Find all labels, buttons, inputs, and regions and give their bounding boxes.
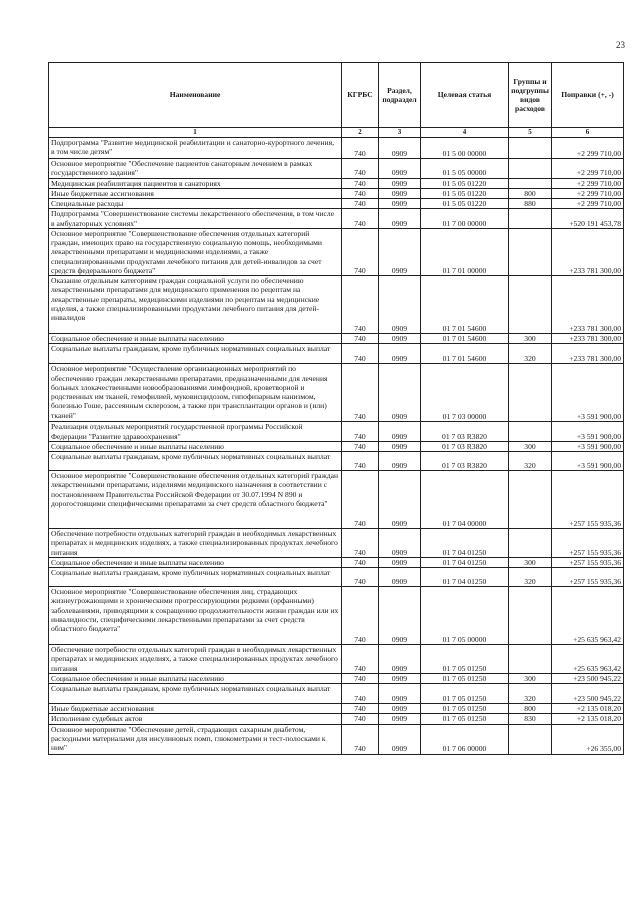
row-section: 0909 (379, 422, 421, 442)
row-expense-group: 320 (509, 684, 552, 704)
row-section: 0909 (379, 178, 421, 188)
row-target-article: 01 7 01 54600 (421, 276, 509, 334)
row-expense-group (509, 471, 552, 529)
table-row (49, 276, 624, 334)
row-name: Реализация отдельных мероприятий государственной программы Российской Федерации "Развитие здравоохранения" (49, 422, 342, 442)
table-row (49, 228, 624, 275)
table-row (49, 422, 624, 442)
row-name: Специальные расходы (49, 199, 342, 209)
row-section: 0909 (379, 188, 421, 198)
table-row (49, 441, 624, 451)
row-amendment-amount: +2 135 018,20 (552, 704, 624, 714)
row-amendment-amount: +2 135 018,20 (552, 714, 624, 724)
row-expense-group (509, 159, 552, 179)
row-name: Основное мероприятие "Совершенствование обеспечения отдельных категорий граждан лекарственными препаратами, изделиями медицинского назначения в соответствии с постановлением Правительства Российской Федерации от 30.07.1994 N 890 и дорогостоящими специфическими препаратами за счет средств областного бюджета" (49, 471, 342, 529)
row-name: Обеспечение потребности отдельных категорий граждан в необходимых лекарственных препаратах и медицинских изделиях, а также специализированных продуктах лечебного питания (49, 529, 342, 558)
row-expense-group: 300 (509, 334, 552, 344)
header-amendments: Поправки (+, -) (552, 63, 624, 128)
row-expense-group (509, 645, 552, 674)
header-kgrbs: КГРБС (342, 63, 379, 128)
row-amendment-amount: +520 191 453,78 (552, 209, 624, 229)
table-row (49, 159, 624, 179)
column-number: 1 (49, 128, 342, 138)
row-expense-group (509, 228, 552, 275)
row-section: 0909 (379, 557, 421, 567)
row-expense-group: 880 (509, 199, 552, 209)
row-target-article: 01 7 05 01250 (421, 714, 509, 724)
table-row (49, 209, 624, 229)
row-target-article: 01 7 03 00000 (421, 364, 509, 422)
row-section: 0909 (379, 138, 421, 159)
row-kgrbs: 740 (342, 276, 379, 334)
table-row (49, 724, 624, 754)
row-target-article: 01 7 03 R3820 (421, 452, 509, 471)
row-expense-group (509, 276, 552, 334)
row-kgrbs: 740 (342, 452, 379, 471)
row-amendment-amount: +3 591 900,00 (552, 441, 624, 451)
column-number-row (49, 128, 624, 138)
budget-amendments-table (48, 62, 624, 755)
row-amendment-amount: +2 299 710,00 (552, 199, 624, 209)
row-target-article: 01 7 03 R3820 (421, 422, 509, 442)
row-name: Медицинская реабилитация пациентов в санаториях (49, 178, 342, 188)
row-amendment-amount: +257 155 935,36 (552, 529, 624, 558)
table-row (49, 529, 624, 558)
row-kgrbs: 740 (342, 199, 379, 209)
row-amendment-amount: +2 299 710,00 (552, 188, 624, 198)
row-kgrbs: 740 (342, 529, 379, 558)
row-name: Основное мероприятие "Совершенствование обеспечения отдельных категорий граждан, имеющих право на государственную социальную помощь, необходимыми лекарственными препаратами и медицинскими изделиями, а также специализированными продуктами лечебного питания для детей-инвалидов за счет средств федерального бюджета" (49, 228, 342, 275)
row-amendment-amount: +3 591 900,00 (552, 422, 624, 442)
row-amendment-amount: +2 299 710,00 (552, 178, 624, 188)
row-kgrbs: 740 (342, 724, 379, 754)
row-expense-group (509, 364, 552, 422)
row-name: Социальное обеспечение и иные выплаты населению (49, 673, 342, 683)
column-number: 2 (342, 128, 379, 138)
row-name: Социальные выплаты гражданам, кроме публичных нормативных социальных выплат (49, 568, 342, 587)
header-name: Наименование (49, 63, 342, 128)
row-name: Социальное обеспечение и иные выплаты населению (49, 334, 342, 344)
row-amendment-amount: +233 781 300,00 (552, 344, 624, 364)
row-target-article: 01 7 06 00000 (421, 724, 509, 754)
row-section: 0909 (379, 587, 421, 645)
row-expense-group (509, 178, 552, 188)
table-row (49, 645, 624, 674)
row-target-article: 01 5 05 00000 (421, 159, 509, 179)
row-kgrbs: 740 (342, 645, 379, 674)
table-row (49, 188, 624, 198)
row-target-article: 01 7 01 00000 (421, 228, 509, 275)
table-row (49, 178, 624, 188)
row-kgrbs: 740 (342, 334, 379, 344)
row-target-article: 01 7 00 00000 (421, 209, 509, 229)
row-amendment-amount: +233 781 300,00 (552, 228, 624, 275)
row-target-article: 01 7 05 01250 (421, 645, 509, 674)
row-target-article: 01 7 04 00000 (421, 471, 509, 529)
table-row (49, 138, 624, 159)
row-amendment-amount: +233 781 300,00 (552, 276, 624, 334)
row-amendment-amount: +257 155 935,36 (552, 568, 624, 587)
page-number: 23 (616, 40, 625, 50)
row-name: Исполнение судебных актов (49, 714, 342, 724)
table-row (49, 334, 624, 344)
row-kgrbs: 740 (342, 178, 379, 188)
row-kgrbs: 740 (342, 568, 379, 587)
row-section: 0909 (379, 364, 421, 422)
table-row (49, 684, 624, 704)
table-row (49, 452, 624, 471)
row-kgrbs: 740 (342, 344, 379, 364)
row-name: Социальные выплаты гражданам, кроме публичных нормативных социальных выплат (49, 344, 342, 364)
row-amendment-amount: +25 635 963,42 (552, 587, 624, 645)
row-name: Оказание отдельным категориям граждан социальной услуги по обеспечению лекарственными препаратами для медицинского применения по рецептам на лекарственные препараты, медицинскими изделиями по рецептам на медицинские изделия, а также специализированными продуктами лечебного питания для детей-инвалидов (49, 276, 342, 334)
row-kgrbs: 740 (342, 704, 379, 714)
row-amendment-amount: +2 299 710,00 (552, 138, 624, 159)
row-kgrbs: 740 (342, 441, 379, 451)
row-amendment-amount: +2 299 710,00 (552, 159, 624, 179)
row-target-article: 01 7 05 01250 (421, 704, 509, 714)
row-section: 0909 (379, 199, 421, 209)
row-kgrbs: 740 (342, 587, 379, 645)
row-section: 0909 (379, 568, 421, 587)
row-name: Основное мероприятие "Осуществление организационных мероприятий по обеспечению граждан лекарственными препаратами, предназначенными для лечения больных злокачественными новообразованиями лимфоидной, кроветворной и родственных им тканей, гемофилией, муковисцидозом, гипофизарным нанизмом, болезнью Гоше, рассеянным склерозом, а также при трансплантации органов и (или) тканей" (49, 364, 342, 422)
row-target-article: 01 7 01 54600 (421, 344, 509, 364)
row-name: Основное мероприятие "Обеспечение пациентов санаторным лечением в рамках государственного задания" (49, 159, 342, 179)
table-row (49, 568, 624, 587)
row-kgrbs: 740 (342, 138, 379, 159)
row-target-article: 01 7 05 01250 (421, 673, 509, 683)
column-number: 3 (379, 128, 421, 138)
row-name: Социальные выплаты гражданам, кроме публичных нормативных социальных выплат (49, 452, 342, 471)
row-amendment-amount: +257 155 935,36 (552, 471, 624, 529)
row-section: 0909 (379, 529, 421, 558)
row-expense-group: 320 (509, 452, 552, 471)
row-target-article: 01 5 05 01220 (421, 188, 509, 198)
row-section: 0909 (379, 645, 421, 674)
row-expense-group: 800 (509, 188, 552, 198)
row-target-article: 01 7 04 01250 (421, 529, 509, 558)
row-expense-group (509, 209, 552, 229)
row-name: Подпрограмма "Совершенствование системы лекарственного обеспечения, в том числе в амбулаторных условиях" (49, 209, 342, 229)
row-section: 0909 (379, 159, 421, 179)
row-target-article: 01 7 01 54600 (421, 334, 509, 344)
table-row (49, 587, 624, 645)
row-name: Основное мероприятие "Совершенствование обеспечения лиц, страдающих жизнеугрожающими и хроническими прогрессирующими редкими (орфанными) заболеваниями, приводящими к сокращению продолжительности жизни граждан или их инвалидности, специфическими лекарственными препаратами за счет средств областного бюджета" (49, 587, 342, 645)
row-kgrbs: 740 (342, 422, 379, 442)
row-amendment-amount: +3 591 900,00 (552, 364, 624, 422)
row-section: 0909 (379, 228, 421, 275)
row-name: Социальное обеспечение и иные выплаты населению (49, 441, 342, 451)
row-section: 0909 (379, 344, 421, 364)
row-expense-group: 320 (509, 568, 552, 587)
row-kgrbs: 740 (342, 188, 379, 198)
row-target-article: 01 7 05 01250 (421, 684, 509, 704)
table-row (49, 471, 624, 529)
table-row (49, 714, 624, 724)
column-number: 5 (509, 128, 552, 138)
row-kgrbs: 740 (342, 684, 379, 704)
row-section: 0909 (379, 276, 421, 334)
row-expense-group: 300 (509, 441, 552, 451)
row-amendment-amount: +26 355,00 (552, 724, 624, 754)
table-row (49, 344, 624, 364)
row-section: 0909 (379, 673, 421, 683)
row-section: 0909 (379, 704, 421, 714)
row-kgrbs: 740 (342, 209, 379, 229)
column-number: 6 (552, 128, 624, 138)
row-amendment-amount: +257 155 935,36 (552, 557, 624, 567)
row-section: 0909 (379, 452, 421, 471)
column-number: 4 (421, 128, 509, 138)
header-section: Раздел, подраздел (379, 63, 421, 128)
table-row (49, 557, 624, 567)
row-amendment-amount: +233 781 300,00 (552, 334, 624, 344)
header-groups: Группы и подгруппы видов расходов (509, 63, 552, 128)
row-kgrbs: 740 (342, 159, 379, 179)
row-kgrbs: 740 (342, 228, 379, 275)
table-row (49, 704, 624, 714)
row-kgrbs: 740 (342, 471, 379, 529)
row-expense-group (509, 724, 552, 754)
row-kgrbs: 740 (342, 673, 379, 683)
row-name: Социальное обеспечение и иные выплаты населению (49, 557, 342, 567)
row-target-article: 01 7 04 01250 (421, 557, 509, 567)
row-expense-group: 300 (509, 673, 552, 683)
row-expense-group: 320 (509, 344, 552, 364)
row-name: Обеспечение потребности отдельных категорий граждан в необходимых лекарственных препаратах и медицинских изделиях, а также специализированных продуктах лечебного питания (49, 645, 342, 674)
row-section: 0909 (379, 471, 421, 529)
row-amendment-amount: +23 500 945,22 (552, 684, 624, 704)
row-name: Подпрограмма "Развитие медицинской реабилитации и санаторно-курортного лечения, в том числе детям" (49, 138, 342, 159)
row-amendment-amount: +23 500 945,22 (552, 673, 624, 683)
row-expense-group (509, 529, 552, 558)
row-expense-group: 830 (509, 714, 552, 724)
row-section: 0909 (379, 714, 421, 724)
row-name: Социальные выплаты гражданам, кроме публичных нормативных социальных выплат (49, 684, 342, 704)
row-expense-group (509, 422, 552, 442)
header-target: Целевая статья (421, 63, 509, 128)
row-section: 0909 (379, 441, 421, 451)
table-row (49, 199, 624, 209)
row-kgrbs: 740 (342, 364, 379, 422)
row-section: 0909 (379, 724, 421, 754)
row-name: Основное мероприятие "Обеспечение детей, страдающих сахарным диабетом, расходными материалами для инсулиновых помп, глюкометрами и тест-полосками к ним" (49, 724, 342, 754)
row-kgrbs: 740 (342, 557, 379, 567)
row-target-article: 01 7 03 R3820 (421, 441, 509, 451)
row-section: 0909 (379, 684, 421, 704)
row-kgrbs: 740 (342, 714, 379, 724)
row-target-article: 01 5 05 01220 (421, 178, 509, 188)
table-header-row (49, 63, 624, 128)
table-row (49, 364, 624, 422)
row-target-article: 01 7 05 00000 (421, 587, 509, 645)
row-section: 0909 (379, 334, 421, 344)
row-name: Иные бюджетные ассигнования (49, 704, 342, 714)
row-target-article: 01 5 05 01220 (421, 199, 509, 209)
row-expense-group (509, 587, 552, 645)
table-row (49, 673, 624, 683)
row-amendment-amount: +25 635 963,42 (552, 645, 624, 674)
row-amendment-amount: +3 591 900,00 (552, 452, 624, 471)
row-section: 0909 (379, 209, 421, 229)
table-body (49, 138, 624, 755)
row-expense-group: 300 (509, 557, 552, 567)
row-name: Иные бюджетные ассигнования (49, 188, 342, 198)
row-target-article: 01 5 00 00000 (421, 138, 509, 159)
row-expense-group (509, 138, 552, 159)
row-expense-group: 800 (509, 704, 552, 714)
row-target-article: 01 7 04 01250 (421, 568, 509, 587)
